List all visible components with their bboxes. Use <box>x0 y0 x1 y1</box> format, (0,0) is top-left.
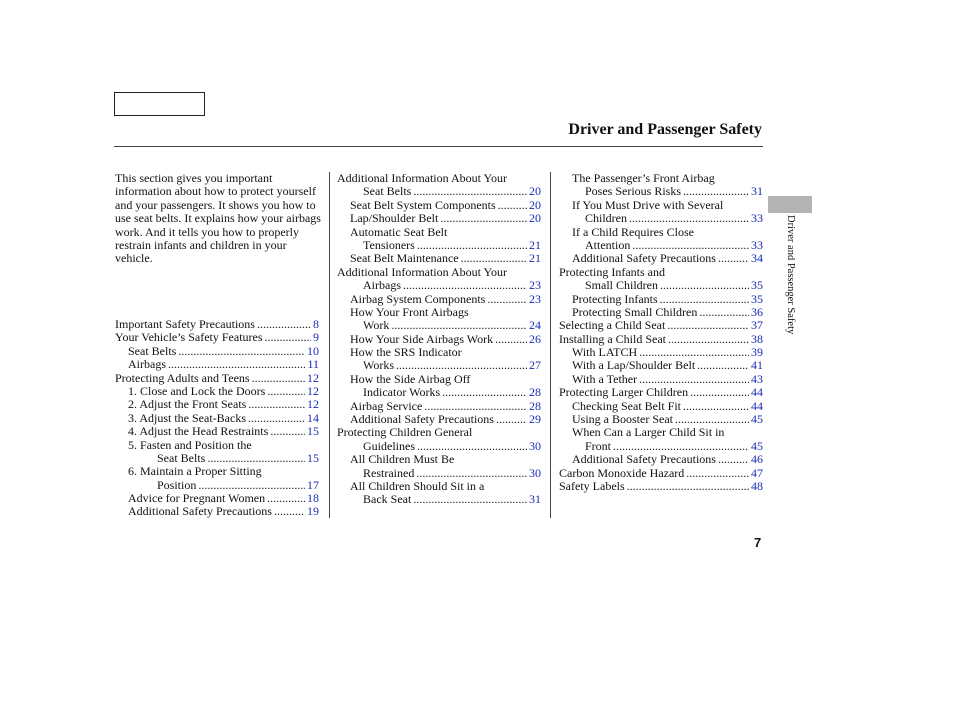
toc-leader-dots <box>198 479 305 492</box>
toc-line <box>115 492 319 505</box>
toc-entry-label: If You Must Drive with Several <box>572 197 724 212</box>
toc-entry[interactable] <box>128 425 319 438</box>
toc-line <box>115 479 319 492</box>
toc-entry[interactable] <box>572 306 763 319</box>
toc-entry-label: Selecting a Child Seat <box>559 318 666 333</box>
toc-leader-dots <box>207 452 305 465</box>
toc-entry[interactable] <box>157 452 319 465</box>
toc-entry[interactable] <box>363 386 541 399</box>
toc-line <box>559 386 763 399</box>
toc-leader-dots <box>498 199 527 212</box>
toc-line <box>337 199 541 212</box>
toc-entry-label: Additional Safety Precautions <box>572 251 716 266</box>
toc-page-link[interactable]: 21 <box>529 251 541 266</box>
toc-page-link[interactable]: 26 <box>529 331 541 346</box>
toc-entry[interactable] <box>559 319 763 332</box>
toc-leader-dots <box>667 319 749 332</box>
toc-page-link[interactable]: 45 <box>751 438 763 453</box>
toc-entry[interactable] <box>572 293 763 306</box>
toc-entry[interactable] <box>115 372 319 385</box>
toc-entry-label: Seat Belt Maintenance <box>350 251 459 266</box>
toc-page-link[interactable]: 46 <box>751 452 763 467</box>
toc-page-link[interactable]: 20 <box>529 197 541 212</box>
toc-line <box>559 252 763 265</box>
toc-leader-dots <box>252 372 305 385</box>
toc-leader-dots <box>686 467 749 480</box>
toc-entry[interactable] <box>363 467 541 480</box>
toc-entry-label: Seat Belt System Components <box>350 197 496 212</box>
toc-page-link[interactable]: 19 <box>307 504 319 519</box>
toc-leader-dots <box>487 293 527 306</box>
toc-entry-label: If a Child Requires Close <box>572 224 694 239</box>
toc-line <box>115 398 319 411</box>
toc-entry[interactable] <box>115 318 319 331</box>
toc-entry[interactable] <box>585 279 763 292</box>
toc-entry[interactable] <box>363 493 541 506</box>
toc-leader-dots <box>424 400 527 413</box>
toc-leader-dots <box>496 413 527 426</box>
toc-page-link[interactable]: 28 <box>529 398 541 413</box>
toc-leader-dots <box>660 293 749 306</box>
toc-entry-label: Works <box>363 358 395 373</box>
toc-entry-label: How Your Side Airbags Work <box>350 331 494 346</box>
toc-page-link[interactable]: 12 <box>307 370 319 385</box>
toc-leader-dots <box>274 505 305 518</box>
toc-page-link[interactable]: 30 <box>529 465 541 480</box>
toc-line <box>337 252 541 265</box>
toc-entry-label: Important Safety Precautions <box>115 317 255 331</box>
toc-leader-dots <box>257 318 311 331</box>
toc-line <box>559 480 763 493</box>
intro-paragraph: This section gives you important information about how to protect yourself and your passengers. It shows you how to use seat belts. It explains how your airbags work. And it tells you how to properly restrain infants and children in your vehicle. <box>115 171 321 266</box>
toc-line <box>115 412 319 425</box>
toc-entry-label: 2. Adjust the Front Seats <box>128 397 247 412</box>
toc-page-link[interactable]: 38 <box>751 331 763 346</box>
toc-line <box>337 346 541 359</box>
toc-page-link[interactable]: 17 <box>307 477 319 492</box>
toc-entry-label: How the SRS Indicator <box>350 345 462 360</box>
toc-entry-label: Indicator Works <box>363 385 441 400</box>
toc-entry[interactable] <box>128 398 319 411</box>
toc-entry-label: With a Lap/Shoulder Belt <box>572 358 696 373</box>
column-divider-1 <box>329 172 330 518</box>
toc-entry-label: Seat Belts <box>157 450 206 465</box>
toc-leader-dots <box>495 333 527 346</box>
toc-line <box>337 453 541 466</box>
toc-page-link[interactable]: 20 <box>529 184 541 199</box>
toc-page-link[interactable]: 35 <box>751 291 763 306</box>
toc-entry[interactable] <box>350 199 541 212</box>
toc-entry[interactable] <box>363 359 541 372</box>
toc-entry[interactable] <box>559 467 763 480</box>
toc-page-link[interactable]: 44 <box>751 385 763 400</box>
toc-line <box>337 413 541 426</box>
toc-entry-label: 3. Adjust the Seat-Backs <box>128 410 246 425</box>
toc-line <box>337 400 541 413</box>
toc-line <box>559 426 763 439</box>
toc-leader-dots <box>627 480 749 493</box>
toc-leader-dots <box>632 239 749 252</box>
toc-page-link[interactable]: 15 <box>307 424 319 439</box>
column-divider-2 <box>550 172 551 518</box>
toc-entry-label: Lap/Shoulder Belt <box>350 211 439 226</box>
toc-entry[interactable] <box>572 453 763 466</box>
toc-leader-dots <box>718 252 749 265</box>
toc-line <box>337 319 541 332</box>
toc-leader-dots <box>697 359 749 372</box>
toc-entry-label: Back Seat <box>363 492 412 507</box>
toc-entry-label: Airbag Service <box>350 398 423 413</box>
toc-page-link[interactable]: 24 <box>529 318 541 333</box>
toc-page-link[interactable]: 28 <box>529 385 541 400</box>
toc-page-link[interactable]: 27 <box>529 358 541 373</box>
toc-line <box>559 453 763 466</box>
toc-page-link[interactable]: 21 <box>529 237 541 252</box>
toc-line <box>559 467 763 480</box>
toc-page-link[interactable]: 14 <box>307 410 319 425</box>
toc-page-link[interactable]: 39 <box>751 345 763 360</box>
toc-entry-label: Protecting Larger Children <box>559 385 689 400</box>
toc-line <box>337 172 541 185</box>
toc-leader-dots <box>683 185 749 198</box>
toc-column-1 <box>115 318 319 519</box>
toc-page-link[interactable]: 31 <box>529 492 541 507</box>
toc-entry-label: 5. Fasten and Position the <box>128 437 252 452</box>
toc-line <box>115 505 319 518</box>
toc-line <box>337 306 541 319</box>
toc-entry-label: Advice for Pregnant Women <box>128 491 266 506</box>
toc-entry-label: Checking Seat Belt Fit <box>572 398 681 413</box>
toc-entry-label: Restrained <box>363 465 415 480</box>
toc-leader-dots <box>675 413 749 426</box>
toc-entry[interactable] <box>350 400 541 413</box>
toc-entry[interactable] <box>363 319 541 332</box>
toc-entry-label: Protecting Infants <box>572 291 658 306</box>
toc-entry[interactable] <box>363 440 541 453</box>
toc-entry-label: Guidelines <box>363 438 415 453</box>
toc-entry[interactable] <box>350 252 541 265</box>
toc-leader-dots <box>168 358 305 371</box>
toc-page-link[interactable]: 30 <box>529 438 541 453</box>
toc-leader-dots <box>683 400 749 413</box>
toc-leader-dots <box>660 279 749 292</box>
toc-line <box>337 440 541 453</box>
toc-page-link[interactable]: 33 <box>751 211 763 226</box>
toc-line <box>559 306 763 319</box>
toc-line <box>559 440 763 453</box>
toc-line <box>337 493 541 506</box>
toc-line <box>337 212 541 225</box>
toc-entry[interactable] <box>157 479 319 492</box>
toc-entry-label: Children <box>585 211 627 226</box>
toc-entry-label: Your Vehicle’s Safety Features <box>115 330 263 345</box>
toc-entry-label: How the Side Airbag Off <box>350 371 471 386</box>
toc-entry-label: 6. Maintain a Proper Sitting <box>128 464 262 479</box>
toc-entry-label: Tensioners <box>363 237 415 252</box>
toc-line <box>337 426 541 439</box>
toc-leader-dots <box>267 492 305 505</box>
toc-page-link[interactable]: 8 <box>313 317 319 331</box>
toc-line <box>337 279 541 292</box>
toc-entry[interactable] <box>572 400 763 413</box>
toc-page-link[interactable]: 37 <box>751 318 763 333</box>
toc-page-link[interactable]: 33 <box>751 237 763 252</box>
toc-line <box>337 185 541 198</box>
page-title: Driver and Passenger Safety <box>568 121 762 138</box>
toc-leader-dots <box>248 412 305 425</box>
toc-entry[interactable] <box>585 212 763 225</box>
toc-leader-dots <box>391 319 527 332</box>
toc-leader-dots <box>690 386 749 399</box>
toc-entry-label: Additional Information About Your <box>337 264 507 279</box>
toc-leader-dots <box>613 440 749 453</box>
toc-entry-label: Poses Serious Risks <box>585 184 682 199</box>
toc-column-3 <box>559 172 763 493</box>
toc-leader-dots <box>668 333 749 346</box>
toc-line <box>115 452 319 465</box>
toc-line <box>337 333 541 346</box>
toc-entry-label: Front <box>585 438 612 453</box>
toc-line <box>559 293 763 306</box>
toc-leader-dots <box>417 440 527 453</box>
toc-entry-label: Using a Booster Seat <box>572 412 673 427</box>
toc-leader-dots <box>461 252 527 265</box>
toc-entry[interactable] <box>572 413 763 426</box>
toc-leader-dots <box>413 493 527 506</box>
toc-entry-label: Protecting Adults and Teens <box>115 370 250 385</box>
toc-entry[interactable] <box>585 185 763 198</box>
toc-entry-label: Additional Safety Precautions <box>128 504 272 519</box>
toc-line <box>559 319 763 332</box>
toc-line <box>559 172 763 185</box>
toc-line <box>115 345 319 358</box>
navigation-box[interactable] <box>114 92 205 116</box>
toc-line <box>559 266 763 279</box>
toc-entry-label: How Your Front Airbags <box>350 304 469 319</box>
toc-entry-label: Carbon Monoxide Hazard <box>559 465 685 480</box>
toc-page-link[interactable]: 18 <box>307 491 319 506</box>
toc-leader-dots <box>178 345 305 358</box>
toc-entry-label: With a Tether <box>572 371 638 386</box>
toc-entry-label: Airbag System Components <box>350 291 486 306</box>
toc-entry-label: Protecting Small Children <box>572 304 698 319</box>
toc-line <box>115 331 319 344</box>
toc-page-link[interactable]: 10 <box>307 343 319 358</box>
toc-leader-dots <box>417 239 527 252</box>
toc-line <box>559 212 763 225</box>
toc-page-link[interactable]: 23 <box>529 291 541 306</box>
toc-entry[interactable] <box>128 358 319 371</box>
toc-leader-dots <box>270 425 305 438</box>
toc-entry[interactable] <box>350 333 541 346</box>
toc-entry[interactable] <box>128 385 319 398</box>
toc-line <box>337 226 541 239</box>
toc-entry[interactable] <box>585 440 763 453</box>
toc-leader-dots <box>416 467 527 480</box>
toc-line <box>337 386 541 399</box>
toc-line <box>559 413 763 426</box>
toc-entry-label: When Can a Larger Child Sit in <box>572 425 725 440</box>
page-number: 7 <box>754 535 762 550</box>
toc-entry[interactable] <box>572 252 763 265</box>
toc-entry-label: Seat Belts <box>128 343 177 358</box>
toc-entry[interactable] <box>115 331 319 344</box>
toc-leader-dots <box>267 385 305 398</box>
toc-entry[interactable] <box>350 413 541 426</box>
toc-line <box>115 358 319 371</box>
toc-page-link[interactable]: 34 <box>751 251 763 266</box>
toc-page-link[interactable]: 9 <box>313 330 319 345</box>
toc-entry[interactable] <box>363 239 541 252</box>
toc-page-link[interactable]: 15 <box>307 450 319 465</box>
toc-entry-label: All Children Must Be <box>350 452 455 467</box>
toc-entry-label: Safety Labels <box>559 478 625 493</box>
toc-page-link[interactable]: 36 <box>751 304 763 319</box>
header-rule <box>114 146 763 147</box>
toc-entry-label: 4. Adjust the Head Restraints <box>128 424 269 439</box>
toc-page-link[interactable]: 11 <box>307 357 319 372</box>
toc-page-link[interactable]: 35 <box>751 278 763 293</box>
toc-entry[interactable] <box>128 505 319 518</box>
toc-entry-label: Additional Information About Your <box>337 171 507 185</box>
toc-entry-label: Airbags <box>363 278 401 293</box>
toc-entry[interactable] <box>572 346 763 359</box>
toc-page-link[interactable]: 31 <box>751 184 763 199</box>
toc-line <box>559 346 763 359</box>
toc-entry[interactable] <box>350 293 541 306</box>
toc-entry[interactable] <box>572 373 763 386</box>
toc-line <box>559 359 763 372</box>
toc-entry[interactable] <box>559 333 763 346</box>
toc-line <box>337 266 541 279</box>
toc-entry-label: Installing a Child Seat <box>559 331 666 346</box>
toc-entry-label: Airbags <box>128 357 166 372</box>
toc-column-2 <box>337 172 541 507</box>
toc-leader-dots <box>639 346 749 359</box>
toc-page-link[interactable]: 12 <box>307 397 319 412</box>
toc-entry[interactable] <box>350 212 541 225</box>
toc-entry[interactable] <box>559 480 763 493</box>
toc-entry-label: Work <box>363 318 390 333</box>
toc-line <box>337 293 541 306</box>
toc-page-link[interactable]: 45 <box>751 412 763 427</box>
toc-entry[interactable] <box>572 359 763 372</box>
toc-page-link[interactable]: 29 <box>529 412 541 427</box>
toc-line <box>559 333 763 346</box>
toc-page-link[interactable]: 43 <box>751 371 763 386</box>
toc-leader-dots <box>413 185 527 198</box>
toc-line <box>559 373 763 386</box>
toc-entry-label: Seat Belts <box>363 184 412 199</box>
toc-entry[interactable] <box>128 492 319 505</box>
toc-leader-dots <box>639 373 749 386</box>
toc-page-link[interactable]: 47 <box>751 465 763 480</box>
toc-entry-label: Additional Safety Precautions <box>350 412 494 427</box>
toc-line <box>115 318 319 331</box>
toc-entry[interactable] <box>128 345 319 358</box>
toc-entry[interactable] <box>559 386 763 399</box>
toc-leader-dots <box>403 279 527 292</box>
toc-page-link[interactable]: 23 <box>529 278 541 293</box>
toc-line <box>337 480 541 493</box>
toc-entry-label: Protecting Infants and <box>559 264 665 279</box>
toc-entry[interactable] <box>128 412 319 425</box>
toc-entry-label: Automatic Seat Belt <box>350 224 448 239</box>
toc-leader-dots <box>442 386 527 399</box>
toc-leader-dots <box>248 398 305 411</box>
toc-entry[interactable] <box>363 279 541 292</box>
toc-page-link[interactable]: 48 <box>751 478 763 493</box>
side-tab-label: Driver and Passenger Safety <box>785 215 796 335</box>
toc-line <box>559 199 763 212</box>
toc-line <box>115 385 319 398</box>
toc-entry-label: Protecting Children General <box>337 425 473 440</box>
toc-line <box>559 400 763 413</box>
toc-line <box>559 239 763 252</box>
toc-line <box>115 465 319 478</box>
toc-entry-label: All Children Should Sit in a <box>350 478 485 493</box>
toc-leader-dots <box>629 212 749 225</box>
toc-leader-dots <box>265 331 311 344</box>
toc-leader-dots <box>718 453 749 466</box>
toc-line <box>115 439 319 452</box>
toc-entry[interactable] <box>585 239 763 252</box>
toc-line <box>337 373 541 386</box>
toc-line <box>115 372 319 385</box>
section-tab[interactable] <box>768 196 812 213</box>
toc-leader-dots <box>699 306 749 319</box>
toc-leader-dots <box>440 212 527 225</box>
toc-line <box>559 226 763 239</box>
toc-line <box>559 185 763 198</box>
toc-line <box>115 425 319 438</box>
toc-line <box>559 279 763 292</box>
toc-line <box>337 467 541 480</box>
toc-entry-label: Attention <box>585 237 631 252</box>
toc-page-link[interactable]: 20 <box>529 211 541 226</box>
toc-line <box>337 239 541 252</box>
toc-page-link[interactable]: 44 <box>751 398 763 413</box>
toc-entry-label: Position <box>157 477 197 492</box>
toc-line <box>337 359 541 372</box>
toc-page-link[interactable]: 12 <box>307 383 319 398</box>
toc-entry-label: The Passenger’s Front Airbag <box>572 171 715 185</box>
toc-leader-dots <box>396 359 527 372</box>
toc-entry-label: 1. Close and Lock the Doors <box>128 383 266 398</box>
toc-entry-label: With LATCH <box>572 345 638 360</box>
toc-entry-label: Small Children <box>585 278 658 293</box>
toc-entry-label: Additional Safety Precautions <box>572 452 716 467</box>
toc-page-link[interactable]: 41 <box>751 358 763 373</box>
toc-entry[interactable] <box>363 185 541 198</box>
